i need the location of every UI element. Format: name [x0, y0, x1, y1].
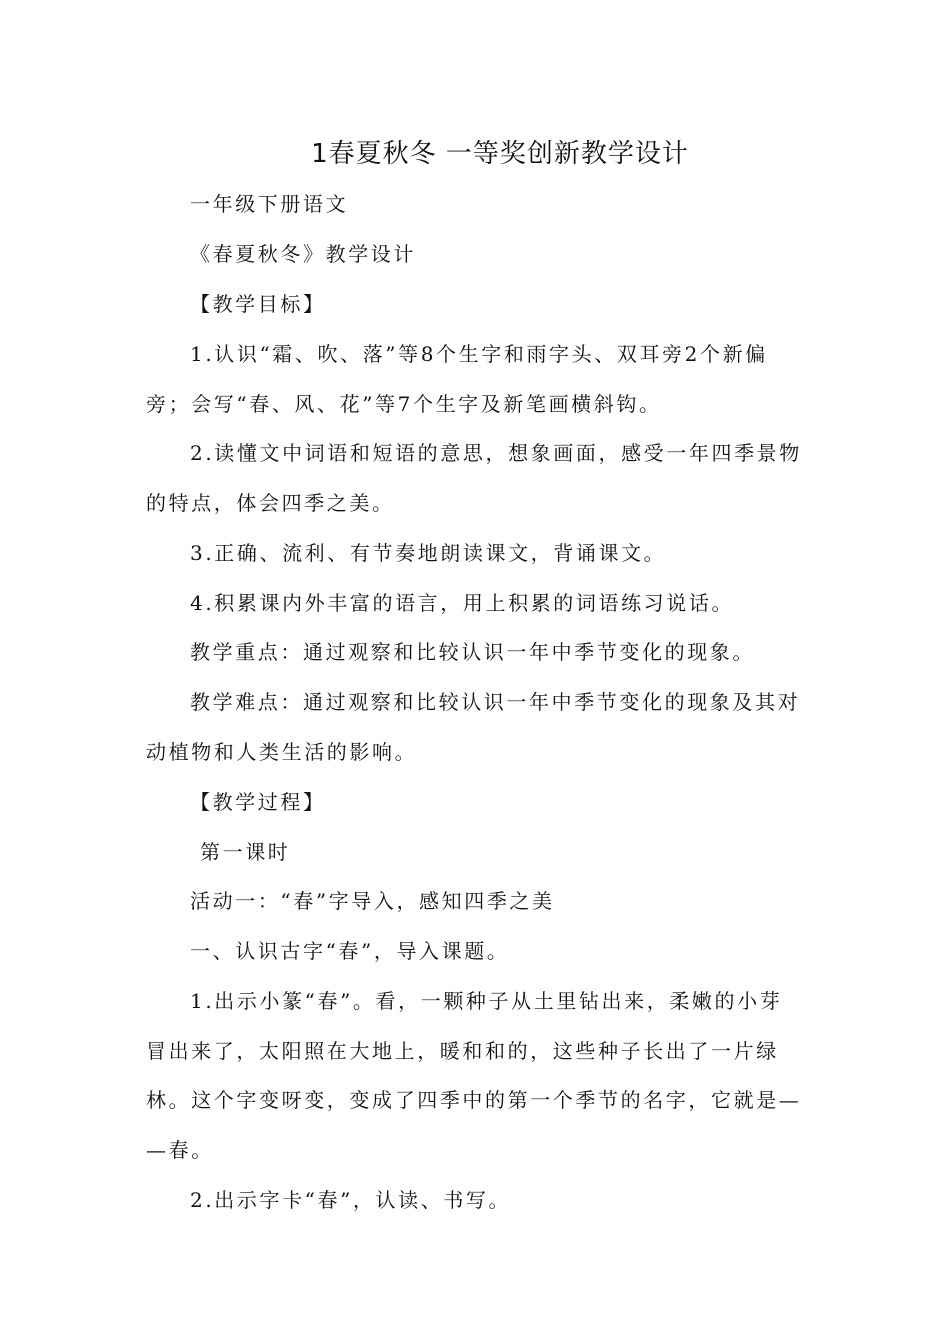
objective-2-line-2: 的特点，体会四季之美。 — [146, 491, 395, 515]
teaching-difficulty-line-2: 动植物和人类生活的影响。 — [146, 740, 418, 764]
teaching-focus: 教学重点：通过观察和比较认识一年中季节变化的现象。 — [190, 640, 755, 664]
objective-4: 4.积累课内外丰富的语言，用上积累的词语练习说话。 — [190, 591, 735, 615]
teaching-difficulty-line-1: 教学难点：通过观察和比较认识一年中季节变化的现象及其对 — [190, 690, 801, 714]
step-1-line-4: —春。 — [146, 1138, 214, 1162]
step-1-line-2: 冒出来了，太阳照在大地上，暖和和的，这些种子长出了一片绿 — [146, 1039, 779, 1063]
activity-one-heading: 活动一：“春”字导入，感知四季之美 — [190, 889, 555, 913]
objective-1-line-2: 旁；会写“春、风、花”等7个生字及新笔画横斜钩。 — [146, 392, 662, 416]
step-1-line-3: 林。这个字变呀变，变成了四季中的第一个季节的名字，它就是— — [146, 1088, 802, 1112]
lesson-title-line: 《春夏秋冬》教学设计 — [190, 242, 416, 266]
subject-line: 一年级下册语文 — [190, 192, 349, 216]
objective-3: 3.正确、流利、有节奏地朗读课文，背诵课文。 — [190, 541, 667, 565]
document-title: 1春夏秋冬 一等奖创新教学设计 — [311, 139, 689, 169]
objective-2-line-1: 2.读懂文中词语和短语的意思，想象画面，感受一年四季景物 — [190, 441, 802, 465]
section-heading-objectives: 【教学目标】 — [190, 292, 326, 316]
section-heading-process: 【教学过程】 — [190, 790, 326, 814]
first-lesson-heading: 第一课时 — [200, 840, 291, 864]
step-2-line: 2.出示字卡“春”，认读、书写。 — [190, 1188, 512, 1212]
step-1-line-1: 1.出示小篆“春”。看，一颗种子从土里钻出来，柔嫩的小芽 — [190, 989, 783, 1013]
objective-1-line-1: 1.认识“霜、吹、落”等8个生字和雨字头、双耳旁2个新偏 — [190, 342, 768, 366]
step-one-heading: 一、认识古字“春”，导入课题。 — [190, 939, 510, 963]
